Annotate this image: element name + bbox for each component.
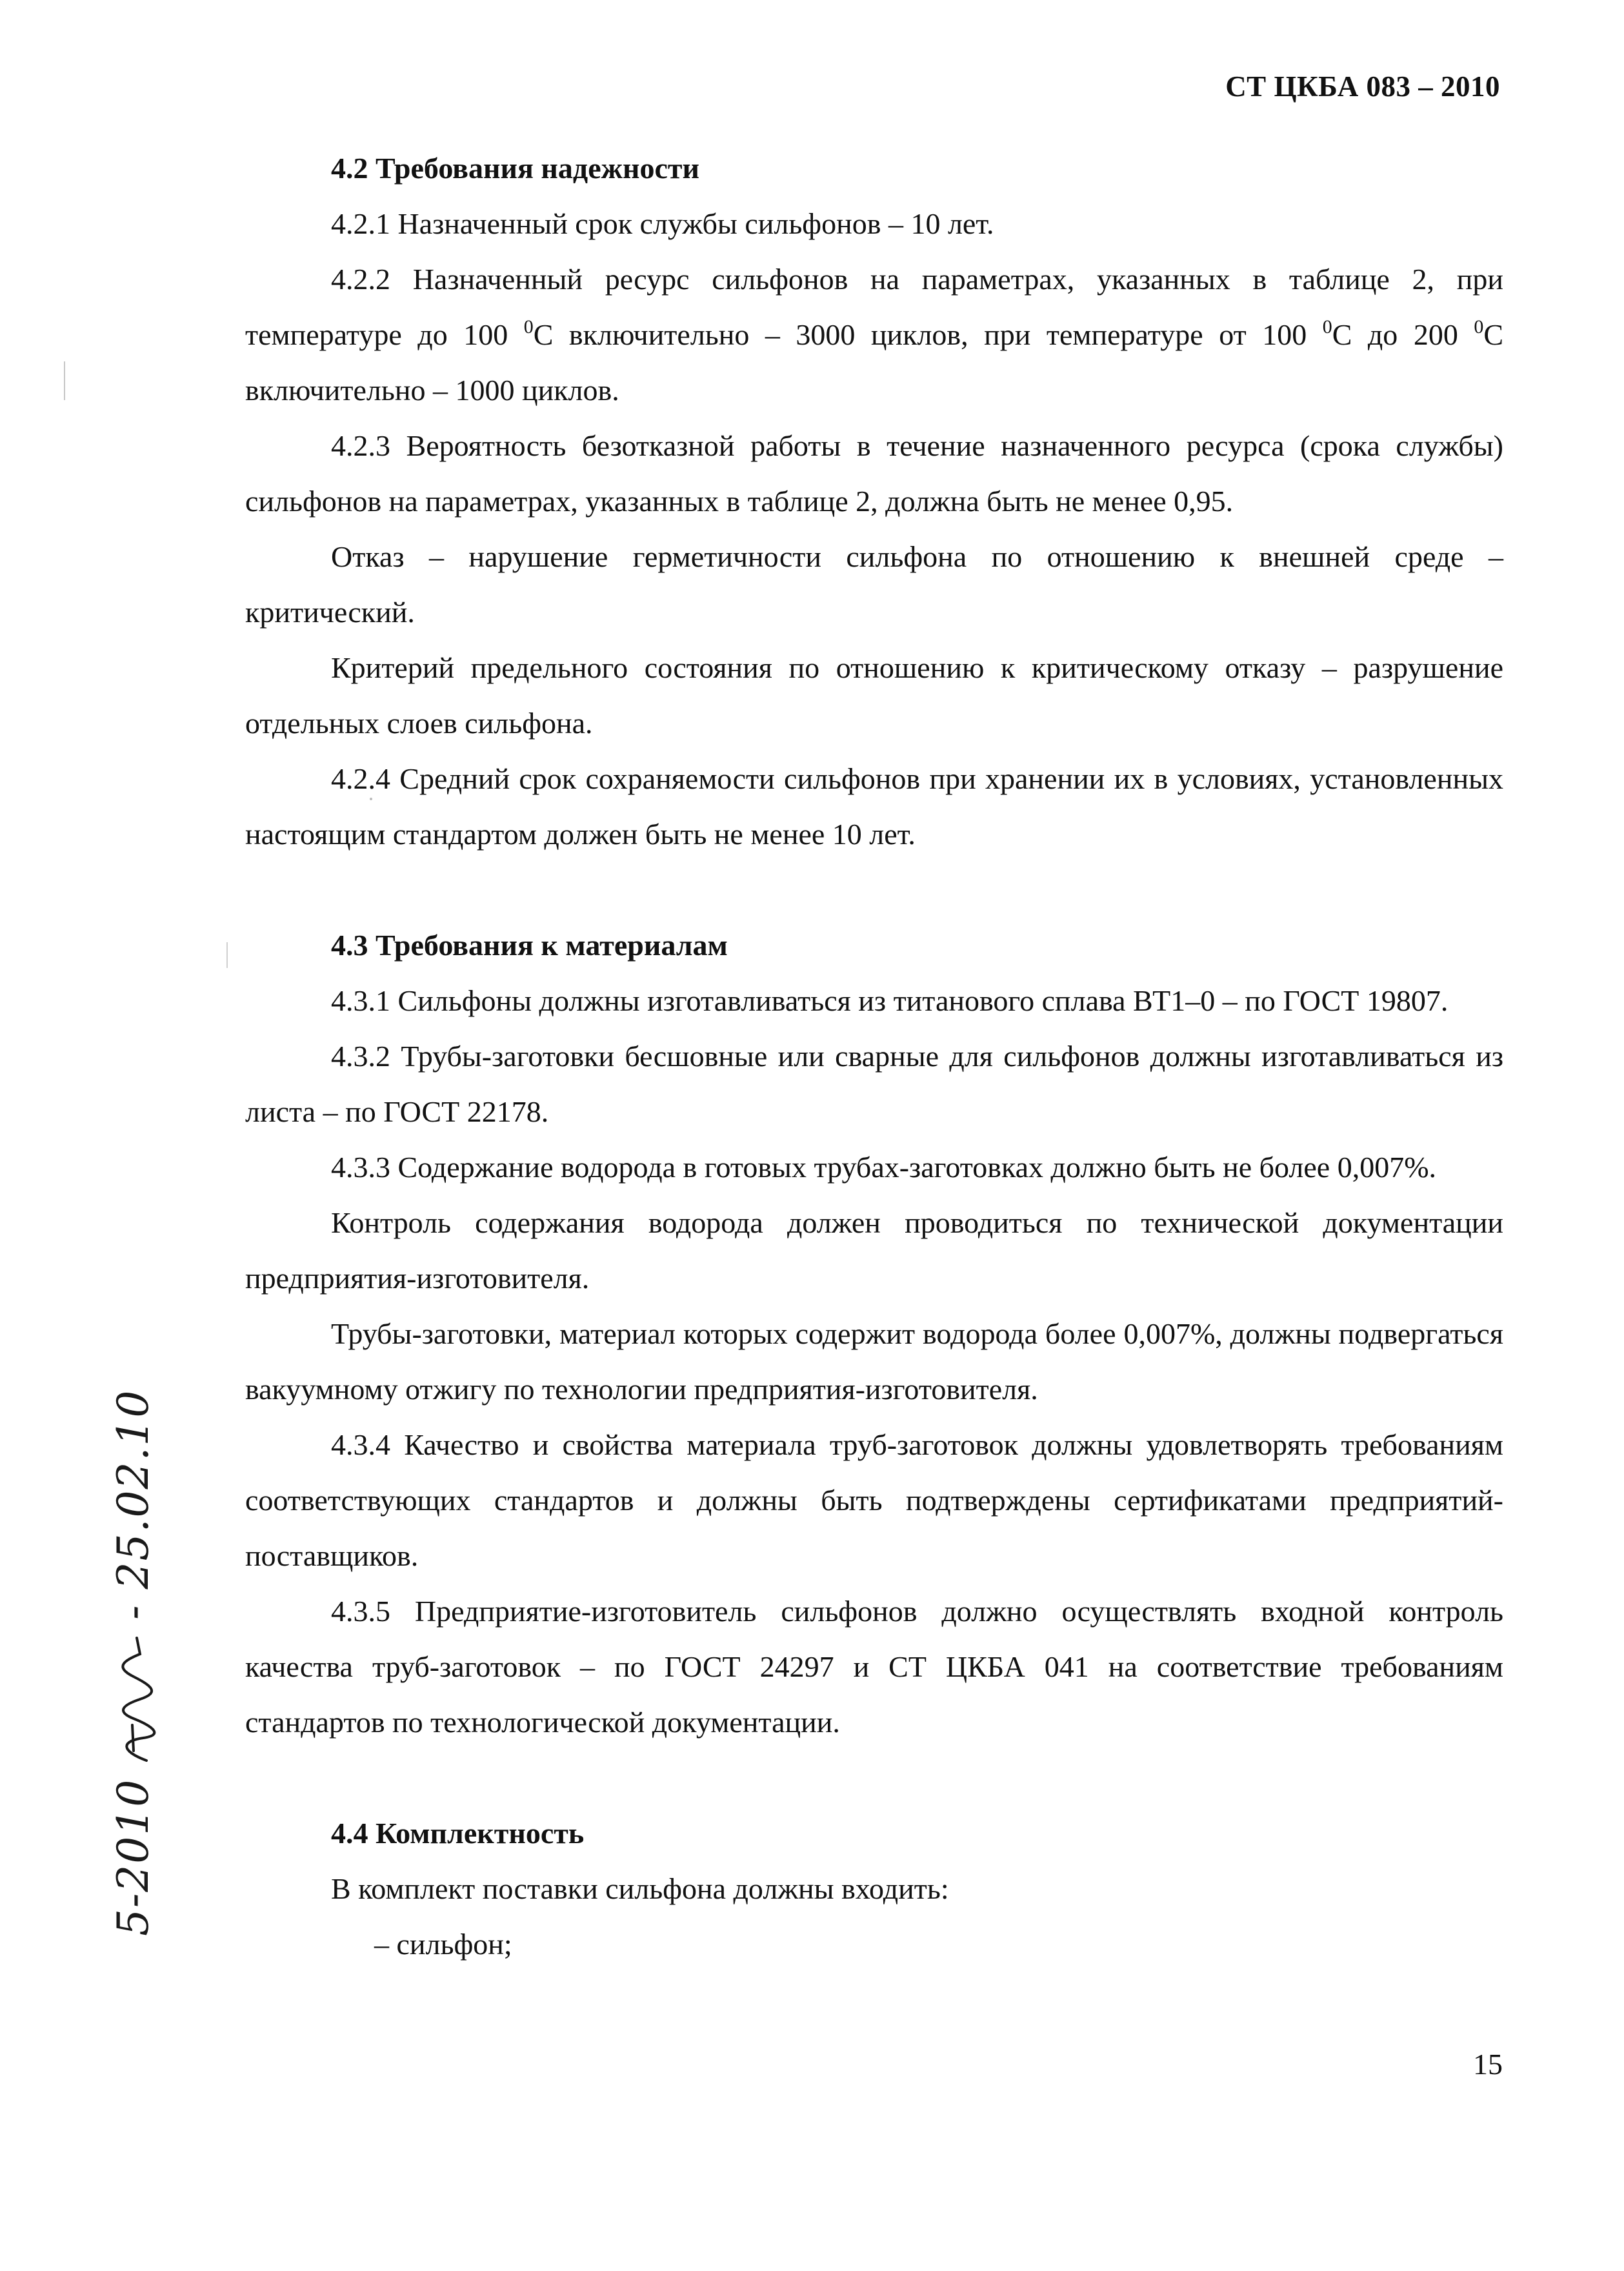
paragraph-4-3-4: 4.3.4 Качество и свойства материала труб-заготовок должны удовлетворять требованиям соответствующих стандартов и должны быть подтверждены сертификатами предприятий-поставщиков.	[245, 1428, 1503, 1572]
paragraph-4-3-1: 4.3.1 Сильфоны должны изготавливаться из титанового сплава ВТ1–0 – по ГОСТ 19807.	[331, 984, 1449, 1017]
section-heading-4-3: 4.3 Требования к материалам	[331, 929, 728, 962]
paragraph-4-3-5: 4.3.5 Предприятие-изготовитель сильфонов должно осуществлять входной контроль качества труб-заготовок – по ГОСТ 24297 и СТ ЦКБА 041 на соответствие требованиям стандартов по технологической документации.	[245, 1595, 1503, 1739]
degree-mark: 0	[1474, 316, 1484, 338]
section-heading-4-4: 4.4 Комплектность	[331, 1817, 585, 1850]
paragraph-delivery-set: В комплект поставки сильфона должны входить:	[331, 1872, 949, 1905]
paragraph-4-3-3: 4.3.3 Содержание водорода в готовых трубах-заготовках должно быть не более 0,007%.	[331, 1151, 1437, 1184]
paragraph-4-2-3: 4.2.3 Вероятность безотказной работы в течение назначенного ресурса (срока службы) сильфонов на параметрах, указанных в таблице 2, должна быть не менее 0,95.	[245, 429, 1503, 518]
paragraph-4-2-2-part-d: С включительно – 1000 циклов.	[245, 318, 1504, 407]
handwritten-margin-note: 5-2010 - 25.02.10	[108, 1389, 158, 1936]
paragraph-hydrogen-control: Контроль содержания водорода должен проводиться по технической документации предприятия-изготовителя.	[245, 1206, 1503, 1295]
paragraph-4-2-1: 4.2.1 Назначенный срок службы сильфонов – 10 лет.	[331, 207, 994, 240]
paragraph-failure-definition: Отказ – нарушение герметичности сильфона по отношению к внешней среде – критический.	[245, 540, 1503, 629]
paragraph-limit-state-criterion: Критерий предельного состояния по отношению к критическому отказу – разрушение отдельных слоев сильфона.	[245, 651, 1503, 740]
paragraph-4-2-2-part-b: С включительно – 3000 циклов, при температуре от 100	[533, 318, 1323, 351]
paragraph-4-2-4: 4.2.4 Средний срок сохраняемости сильфонов при хранении их в условиях, установленных настоящим стандартом должен быть не менее 10 лет.	[245, 762, 1503, 851]
paragraph-vacuum-annealing: Трубы-заготовки, материал которых содержит водорода более 0,007%, должны подвергаться вакуумному отжигу по технологии предприятия-изготовителя.	[245, 1317, 1503, 1406]
paragraph-4-3-2: 4.3.2 Трубы-заготовки бесшовные или сварные для сильфонов должны изготавливаться из листа – по ГОСТ 22178.	[245, 1040, 1503, 1128]
paragraph-4-2-2-part-c: С до 200	[1332, 318, 1474, 351]
paragraph-4-2-2-part-a: 4.2.2 Назначенный ресурс сильфонов на параметрах, указанных в таблице 2, при температуре до 100	[245, 263, 1503, 351]
degree-mark: 0	[1322, 316, 1332, 338]
page-number: 15	[1473, 2048, 1503, 2081]
degree-mark: 0	[523, 316, 534, 338]
section-heading-4-2: 4.2 Требования надежности	[331, 152, 699, 185]
standard-header: СТ ЦКБА 083 – 2010	[1225, 70, 1500, 103]
list-item-bellows: – сильфон;	[374, 1928, 512, 1961]
